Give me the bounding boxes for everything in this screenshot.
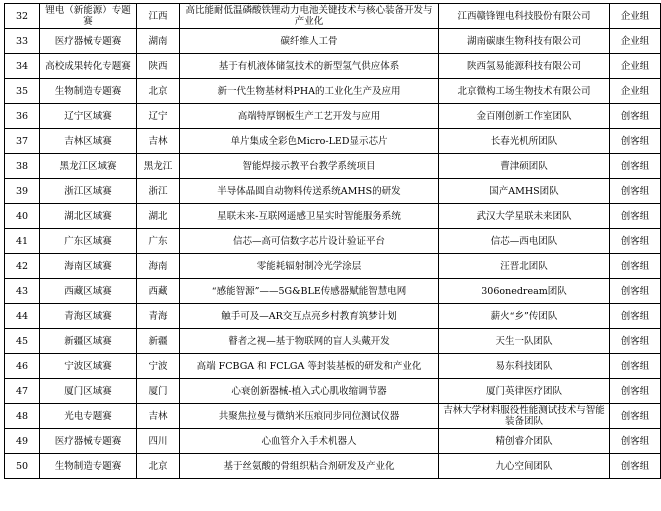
project-cell: 新一代生物基材料PHA的工业化生产及应用 [180, 79, 439, 104]
group-cell: 创客组 [610, 179, 661, 204]
province-cell: 海南 [137, 254, 180, 279]
province-cell: 吉林 [137, 404, 180, 429]
table-row [5, 54, 661, 79]
table-row [5, 79, 661, 104]
team-cell: 信芯—西电团队 [439, 229, 610, 254]
table-row [5, 454, 661, 479]
team-cell: 精创睿介团队 [439, 429, 610, 454]
table-row [5, 29, 661, 54]
competition-cell: 医疗器械专题赛 [40, 429, 137, 454]
row-number: 38 [5, 154, 40, 179]
group-cell: 创客组 [610, 354, 661, 379]
project-cell: 基于丝氨酸的骨组织粘合剂研发及产业化 [180, 454, 439, 479]
row-number: 49 [5, 429, 40, 454]
team-cell: 汪晋北团队 [439, 254, 610, 279]
project-cell: 碳纤维人工骨 [180, 29, 439, 54]
project-cell: 单片集成全彩色Micro-LED显示芯片 [180, 129, 439, 154]
project-cell: 信芯—高可信数字芯片设计验证平台 [180, 229, 439, 254]
project-cell: 心血管介入手术机器人 [180, 429, 439, 454]
province-cell: 厦门 [137, 379, 180, 404]
group-cell: 创客组 [610, 104, 661, 129]
province-cell: 辽宁 [137, 104, 180, 129]
table-row [5, 154, 661, 179]
team-cell: 九心空间团队 [439, 454, 610, 479]
province-cell: 四川 [137, 429, 180, 454]
table-row [5, 429, 661, 454]
group-cell: 创客组 [610, 429, 661, 454]
team-cell: 薪火“乡”传团队 [439, 304, 610, 329]
group-cell: 创客组 [610, 204, 661, 229]
province-cell: 湖南 [137, 29, 180, 54]
competition-cell: 吉林区域赛 [40, 129, 137, 154]
group-cell: 创客组 [610, 154, 661, 179]
table-row [5, 404, 661, 429]
team-cell: 陕西氢易能源科技有限公司 [439, 54, 610, 79]
project-cell: 基于有机液体储氢技术的新型氢气供应体系 [180, 54, 439, 79]
row-number: 34 [5, 54, 40, 79]
project-cell: 瞽者之视—基于物联网的盲人头戴开发 [180, 329, 439, 354]
province-cell: 陕西 [137, 54, 180, 79]
team-cell: 湖南碳康生物科技有限公司 [439, 29, 610, 54]
competition-cell: 生物制造专题赛 [40, 454, 137, 479]
team-cell: 金百刚创新工作室团队 [439, 104, 610, 129]
row-number: 46 [5, 354, 40, 379]
province-cell: 宁波 [137, 354, 180, 379]
table-row [5, 129, 661, 154]
province-cell: 湖北 [137, 204, 180, 229]
team-cell: 易东科技团队 [439, 354, 610, 379]
competition-cell: 西藏区域赛 [40, 279, 137, 304]
row-number: 43 [5, 279, 40, 304]
province-cell: 江西 [137, 4, 180, 29]
competition-cell: 高校成果转化专题赛 [40, 54, 137, 79]
province-cell: 西藏 [137, 279, 180, 304]
table-row [5, 204, 661, 229]
competition-cell: 青海区域赛 [40, 304, 137, 329]
project-cell: “感能智源”——5G&BLE传感器赋能智慧电网 [180, 279, 439, 304]
competition-cell: 广东区域赛 [40, 229, 137, 254]
province-cell: 北京 [137, 454, 180, 479]
competition-cell: 生物制造专题赛 [40, 79, 137, 104]
group-cell: 企业组 [610, 54, 661, 79]
table-row [5, 329, 661, 354]
province-cell: 吉林 [137, 129, 180, 154]
row-number: 44 [5, 304, 40, 329]
team-cell: 武汉大学星联未来团队 [439, 204, 610, 229]
group-cell: 创客组 [610, 454, 661, 479]
competition-cell: 湖北区域赛 [40, 204, 137, 229]
group-cell: 创客组 [610, 229, 661, 254]
competition-cell: 海南区域赛 [40, 254, 137, 279]
table-row [5, 279, 661, 304]
team-cell: 江西赣锋锂电科技股份有限公司 [439, 4, 610, 29]
project-cell: 半导体晶圆自动物料传送系统AMHS的研发 [180, 179, 439, 204]
province-cell: 北京 [137, 79, 180, 104]
province-cell: 青海 [137, 304, 180, 329]
row-number: 37 [5, 129, 40, 154]
row-number: 35 [5, 79, 40, 104]
table-row [5, 379, 661, 404]
competition-cell: 医疗器械专题赛 [40, 29, 137, 54]
group-cell: 企业组 [610, 4, 661, 29]
province-cell: 新疆 [137, 329, 180, 354]
award-table [4, 3, 661, 479]
competition-cell: 光电专题赛 [40, 404, 137, 429]
group-cell: 企业组 [610, 29, 661, 54]
row-number: 40 [5, 204, 40, 229]
team-cell: 国产AMHS团队 [439, 179, 610, 204]
group-cell: 创客组 [610, 129, 661, 154]
project-cell: 零能耗辐射制冷光学涂层 [180, 254, 439, 279]
award-table-body [5, 4, 661, 479]
row-number: 47 [5, 379, 40, 404]
competition-cell: 黑龙江区域赛 [40, 154, 137, 179]
group-cell: 创客组 [610, 329, 661, 354]
group-cell: 企业组 [610, 79, 661, 104]
competition-cell: 浙江区域赛 [40, 179, 137, 204]
project-cell: 心衰创新器械-植入式心肌收缩调节器 [180, 379, 439, 404]
province-cell: 黑龙江 [137, 154, 180, 179]
row-number: 45 [5, 329, 40, 354]
group-cell: 创客组 [610, 254, 661, 279]
group-cell: 创客组 [610, 304, 661, 329]
project-cell: 共聚焦拉曼与微纳米压痕同步同位测试仪器 [180, 404, 439, 429]
team-cell: 长春光机所团队 [439, 129, 610, 154]
competition-cell: 锂电（新能源）专题赛 [40, 4, 137, 29]
table-row [5, 4, 661, 29]
table-row [5, 179, 661, 204]
team-cell: 北京微构工场生物技术有限公司 [439, 79, 610, 104]
row-number: 33 [5, 29, 40, 54]
team-cell: 曹津硕团队 [439, 154, 610, 179]
group-cell: 创客组 [610, 379, 661, 404]
project-cell: 高端特厚钢板生产工艺开发与应用 [180, 104, 439, 129]
competition-cell: 新疆区域赛 [40, 329, 137, 354]
table-row [5, 254, 661, 279]
table-row [5, 354, 661, 379]
row-number: 39 [5, 179, 40, 204]
row-number: 36 [5, 104, 40, 129]
team-cell: 厦门英律医疗团队 [439, 379, 610, 404]
competition-cell: 厦门区域赛 [40, 379, 137, 404]
team-cell: 天生一队团队 [439, 329, 610, 354]
competition-cell: 宁波区域赛 [40, 354, 137, 379]
project-cell: 触手可及—AR交互点亮乡村教育筑梦计划 [180, 304, 439, 329]
row-number: 41 [5, 229, 40, 254]
table-row [5, 229, 661, 254]
table-row [5, 304, 661, 329]
competition-cell: 辽宁区域赛 [40, 104, 137, 129]
project-cell: 高比能耐低温磷酸铁锂动力电池关键技术与核心装备开发与产业化 [180, 4, 439, 29]
project-cell: 智能焊接示教平台教学系统项目 [180, 154, 439, 179]
province-cell: 浙江 [137, 179, 180, 204]
team-cell: 306onedream团队 [439, 279, 610, 304]
project-cell: 星联未来-互联网遥感卫星实时智能服务系统 [180, 204, 439, 229]
team-cell: 吉林大学材料服役性能测试技术与智能装备团队 [439, 404, 610, 429]
row-number: 42 [5, 254, 40, 279]
project-cell: 高端 FCBGA 和 FCLGA 等封装基板的研发和产业化 [180, 354, 439, 379]
row-number: 50 [5, 454, 40, 479]
table-row [5, 104, 661, 129]
group-cell: 创客组 [610, 279, 661, 304]
province-cell: 广东 [137, 229, 180, 254]
group-cell: 创客组 [610, 404, 661, 429]
row-number: 48 [5, 404, 40, 429]
row-number: 32 [5, 4, 40, 29]
